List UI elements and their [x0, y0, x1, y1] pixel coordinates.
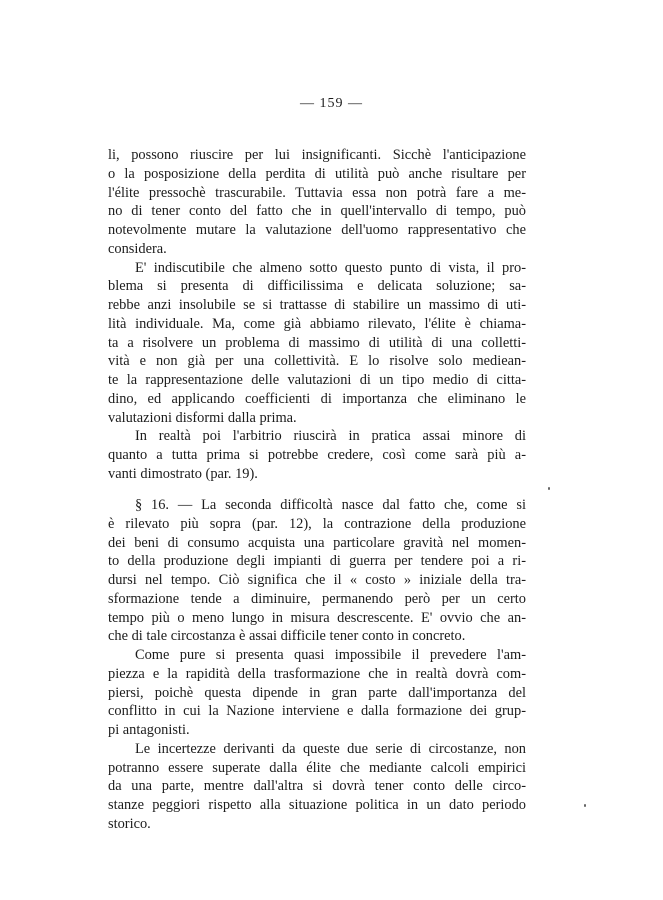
text-line: to della produzione degli impianti di guerra per tendere poi a ri- [108, 553, 526, 570]
text-line: conflitto in cui la Nazione interviene e dalla formazione dei grup- [108, 703, 526, 720]
text-line: E' indiscutibile che almeno sotto questo punto di vista, il pro- [135, 259, 526, 276]
text-line: quanto a tutta prima si potrebbe credere, così come sarà più a- [108, 447, 526, 463]
text-line: pi antagonisti. [108, 722, 190, 738]
scan-speck [548, 487, 550, 490]
text-line: considera. [108, 240, 167, 257]
text-line: In realtà poi l'arbitrio riuscirà in pratica assai minore di [135, 428, 526, 445]
text-line: vanti dimostrato (par. 19). [108, 465, 258, 482]
text-line: da una parte, mentre dall'altra si dovrà tener conto delle circo- [108, 778, 526, 795]
text-line: che di tale circostanza è assai difficile tener conto in concreto. [108, 628, 466, 645]
text-line: lità individuale. Ma, come già abbiamo rilevato, l'élite è chiama- [108, 315, 526, 332]
paragraph-3 [108, 427, 526, 483]
text-line: storico. [108, 815, 151, 832]
text-line: notevolmente mutare la valutazione dell'uomo rappresentativo che [108, 222, 526, 238]
paragraph-1 [108, 146, 526, 259]
text-line: piersi, poichè questa dipende in gran parte dall'importanza del [108, 684, 526, 701]
paragraph-5 [108, 646, 526, 740]
text-line: stanze peggiori rispetto alla situazione politica in un dato periodo [108, 797, 526, 813]
text-line: blema si presenta di difficilissima e delicata soluzione; sa- [108, 278, 526, 295]
text-line: potranno essere superate dalla élite che mediante calcoli empirici [108, 759, 526, 776]
text-line: piezza e la rapidità della trasformazione che in realtà dovrà com- [108, 665, 526, 682]
text-line: dursi nel tempo. Ciò significa che il « costo » iniziale della tra- [108, 572, 526, 588]
text-line: no di tener conto del fatto che in quell'intervallo di tempo, può [108, 203, 526, 220]
text-line: valutazioni disformi dalla prima. [108, 409, 297, 426]
text-line: Come pure si presenta quasi impossibile il prevedere l'am- [135, 647, 526, 663]
text-line: è rilevato più sopra (par. 12), la contrazione della produzione [108, 515, 526, 532]
section-16-paragraph [108, 496, 526, 646]
text-line: tempo più o meno lungo in misura descrescente. E' ovvio che an- [108, 609, 526, 626]
text-line: te la rappresentazione delle valutazioni di un tipo medio di citta- [108, 372, 526, 388]
text-line: rebbe anzi insolubile se si trattasse di stabilire un massimo di uti- [108, 297, 526, 313]
text-line: dei beni di consumo acquista una particolare gravità nel momen- [108, 534, 526, 551]
text-line: vità e non già per una collettività. E lo risolve solo mediean- [108, 353, 526, 370]
paragraph-6 [108, 740, 526, 834]
text-line: Le incertezze derivanti da queste due serie di circostanze, non [135, 740, 526, 757]
text-line: o la posposizione della perdita di utilità può anche risultare per [108, 165, 526, 182]
text-line: li, possono riuscire per lui insignificanti. Sicchè l'anticipazione [108, 147, 526, 163]
text-line: ta a risolvere un problema di massimo di utilità di una colletti- [108, 334, 526, 351]
text-line: dino, ed applicando coefficienti di importanza che eliminano le [108, 390, 526, 407]
text-line: l'élite pressochè trascurabile. Tuttavia essa non potrà fare a me- [108, 184, 526, 201]
section-heading-line: § 16. — La seconda difficoltà nasce dal fatto che, come si [135, 497, 526, 513]
text-line: sformazione tende a diminuire, permanendo però per un certo [108, 590, 526, 607]
page-number: — 159 — [300, 96, 363, 111]
scan-speck [584, 804, 586, 807]
paragraph-2 [108, 259, 526, 428]
